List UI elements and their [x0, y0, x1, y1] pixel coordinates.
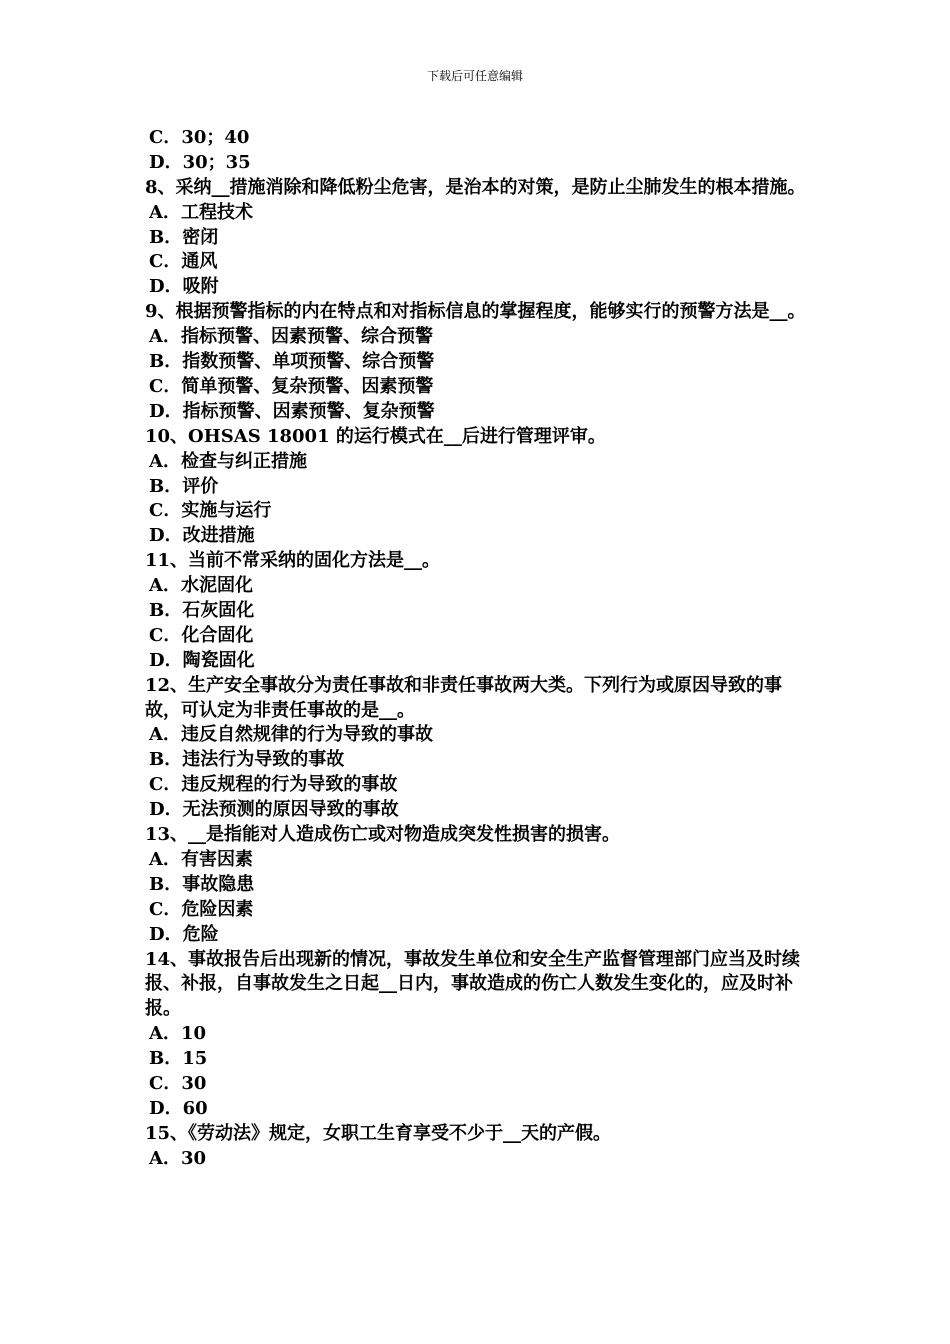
- answer-option: D．危险: [149, 923, 219, 945]
- answer-option: B．石灰固化: [149, 599, 255, 621]
- answer-option: C．简单预警、复杂预警、因素预警: [149, 375, 434, 397]
- answer-option: A．违反自然规律的行为导致的事故: [149, 724, 433, 746]
- question-text: 8、采纳__措施消除和降低粉尘危害，是治本的对策，是防止尘肺发生的根本措施。: [145, 176, 806, 198]
- answer-option: A．水泥固化: [149, 575, 253, 597]
- question-text: 13、__是指能对人造成伤亡或对物造成突发性损害的损害。: [145, 824, 621, 846]
- answer-option: B．事故隐患: [149, 873, 255, 895]
- answer-option: C．通风: [149, 251, 218, 273]
- question-text: 15、《劳动法》规定，女职工生育享受不少于__天的产假。: [145, 1122, 612, 1144]
- answer-option: D．30；35: [149, 151, 251, 173]
- answer-option: D．吸附: [149, 276, 219, 298]
- answer-option: B．指数预警、单项预警、综合预警: [149, 351, 435, 373]
- answer-option: A．检查与纠正措施: [149, 450, 307, 472]
- answer-option: D．陶瓷固化: [149, 649, 255, 671]
- answer-option: A．指标预警、因素预警、综合预警: [149, 326, 433, 348]
- page-header: 下载后可任意编辑: [426, 69, 523, 83]
- answer-option: A．10: [149, 1023, 207, 1045]
- answer-option: D．指标预警、因素预警、复杂预警: [149, 400, 435, 422]
- answer-option: A．30: [149, 1147, 207, 1169]
- answer-option: B．15: [149, 1048, 208, 1070]
- question-text: 11、当前不常采纳的固化方法是__。: [145, 550, 441, 572]
- question-text: 9、根据预警指标的内在特点和对指标信息的掌握程度，能够实行的预警方法是__。: [145, 301, 806, 323]
- answer-option: C．危险因素: [149, 898, 254, 920]
- answer-option: D．改进措施: [149, 525, 255, 547]
- question-text: 12、生产安全事故分为责任事故和非责任事故两大类。下列行为或原因导致的事故，可认定为非责任事故的是__。: [145, 674, 783, 721]
- answer-option: A．工程技术: [149, 201, 253, 223]
- answer-option: C．化合固化: [149, 624, 254, 646]
- answer-option: D．60: [149, 1097, 208, 1119]
- answer-option: C．30；40: [149, 127, 250, 148]
- answer-option: D．无法预测的原因导致的事故: [149, 799, 399, 821]
- document-body: [145, 126, 810, 1172]
- question-text: 10、OHSAS 18001 的运行模式在__后进行管理评审。: [145, 425, 606, 447]
- question-text: 14、事故报告后出现新的情况，事故发生单位和安全生产监督管理部门应当及时续报、补报，自事故发生之日起__日内，事故造成的伤亡人数发生变化的，应及时补报。: [145, 948, 801, 1020]
- answer-option: B．密闭: [149, 226, 219, 248]
- answer-option: C．违反规程的行为导致的事故: [149, 774, 398, 796]
- answer-option: B．违法行为导致的事故: [149, 749, 345, 771]
- answer-option: A．有害因素: [149, 848, 253, 870]
- answer-option: C．实施与运行: [149, 500, 272, 522]
- answer-option: B．评价: [149, 475, 219, 497]
- answer-option: C．30: [149, 1073, 207, 1094]
